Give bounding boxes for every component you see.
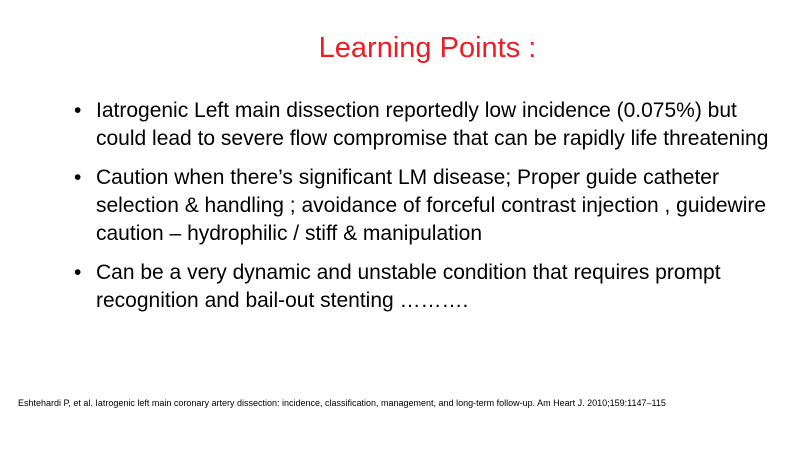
reference-citation: Eshtehardi P, et al. Iatrogenic left main coronary artery dissection: incidence, classification, management, and long-term follow-up. Am Heart J. 2010;159:1147–115: [18, 398, 666, 408]
bullet-list: [72, 97, 772, 326]
bullet-text: Caution when there’s significant LM disease; Proper guide catheter selection & handling ; avoidance of forceful contrast injection , guidewire caution – hydrophilic / stiff & manipulation: [96, 166, 767, 245]
bullet-marker: •: [74, 166, 82, 189]
bullet-item: [72, 97, 772, 153]
bullet-item: [72, 164, 772, 248]
bullet-text: Iatrogenic Left main dissection reportedly low incidence (0.075%) but could lead to severe flow compromise that can be rapidly life threatening: [96, 99, 769, 150]
slide-title: Learning Points :: [318, 32, 537, 64]
bullet-marker: •: [74, 261, 82, 284]
bullet-text: Can be a very dynamic and unstable condition that requires prompt recognition and bail-out stenting ……….: [96, 261, 721, 312]
bullet-marker: •: [74, 99, 82, 122]
bullet-item: [72, 259, 772, 315]
